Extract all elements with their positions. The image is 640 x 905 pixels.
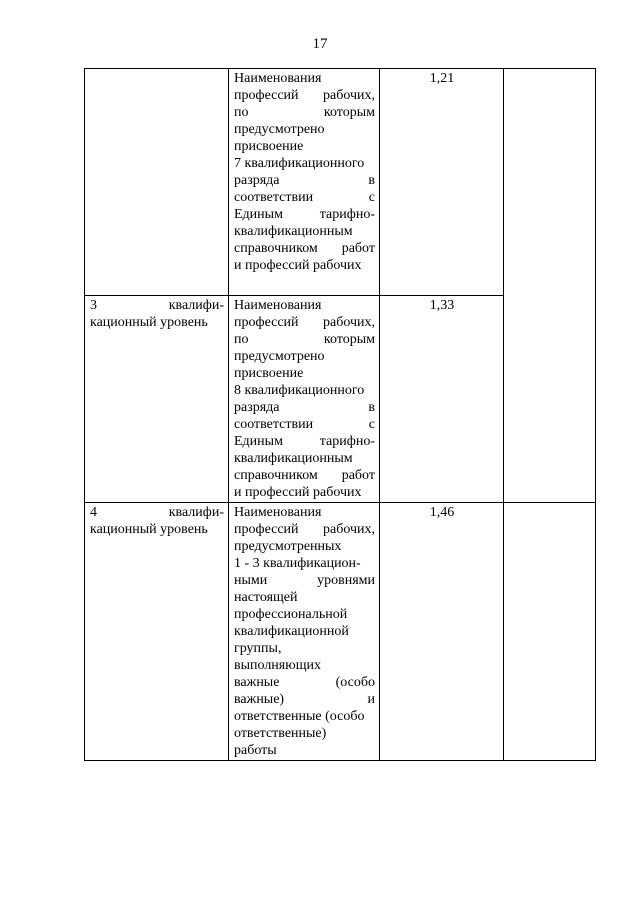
cell-line: предусмотрено <box>234 349 325 364</box>
empty-cell <box>504 503 596 761</box>
coefficient-cell <box>380 503 504 761</box>
cell-line: соответствии с <box>234 190 375 205</box>
cell-line: Наименования <box>234 71 322 86</box>
cell-line: и профессий рабочих <box>234 258 362 273</box>
coefficient-cell <box>380 296 504 503</box>
qualification-table <box>84 68 596 761</box>
cell-line: по которым <box>234 105 375 120</box>
empty-cell <box>504 69 596 503</box>
cell-line: ными уровнями <box>234 573 375 588</box>
cell-line: по которым <box>234 332 375 347</box>
cell-line: группы, <box>234 641 282 656</box>
cell-line: присвоение <box>234 139 304 154</box>
cell-line: Единым тарифно- <box>234 207 375 222</box>
cell-line: работы <box>234 743 277 758</box>
coefficient-cell <box>380 69 504 296</box>
qualification-level-cell <box>85 503 229 761</box>
profession-names-cell <box>229 503 380 761</box>
cell-line: настоящей <box>234 590 298 605</box>
cell-line: Наименования <box>234 298 322 313</box>
coefficient-value: 1,46 <box>429 505 455 520</box>
cell-line: важные (особо <box>234 675 375 690</box>
cell-line: справочником работ <box>234 468 375 483</box>
profession-names-cell <box>229 296 380 503</box>
cell-line: соответствии с <box>234 417 375 432</box>
cell-line: квалификационным <box>234 451 353 466</box>
qualification-level-cell <box>85 69 229 296</box>
cell-line: профессий рабочих, <box>234 88 375 103</box>
cell-line: ответственные (особо <box>234 709 365 724</box>
cell-line: предусмотрено <box>234 122 325 137</box>
cell-line: ответственные) <box>234 726 327 741</box>
cell-line: кационный уровень <box>90 522 208 537</box>
table-row <box>85 503 596 761</box>
cell-line: профессий рабочих, <box>234 522 375 537</box>
cell-line: разряда в <box>234 173 375 188</box>
cell-line: квалификационной <box>234 624 349 639</box>
profession-names-cell <box>229 69 380 296</box>
cell-line: важные) и <box>234 692 375 707</box>
coefficient-value: 1,21 <box>429 71 455 86</box>
cell-line: разряда в <box>234 400 375 415</box>
cell-line: предусмотренных <box>234 539 342 554</box>
page-number: 17 <box>312 36 328 52</box>
cell-line: 4 квалифи- <box>90 505 224 520</box>
cell-line: кационный уровень <box>90 315 208 330</box>
table-row <box>85 69 596 296</box>
cell-line: 8 квалификационного <box>234 383 365 398</box>
cell-line: и профессий рабочих <box>234 485 362 500</box>
cell-line: 3 квалифи- <box>90 298 224 313</box>
cell-line: 7 квалификационного <box>234 156 365 171</box>
cell-line: Наименования <box>234 505 322 520</box>
cell-line: 1 - 3 квалификацион- <box>234 556 361 571</box>
cell-line: профессиональной <box>234 607 348 622</box>
cell-line: Единым тарифно- <box>234 434 375 449</box>
cell-line: профессий рабочих, <box>234 315 375 330</box>
cell-line: квалификационным <box>234 224 353 239</box>
cell-line: справочником работ <box>234 241 375 256</box>
cell-line: присвоение <box>234 366 304 381</box>
cell-line: выполняющих <box>234 658 321 673</box>
coefficient-value: 1,33 <box>429 298 455 313</box>
qualification-level-cell <box>85 296 229 503</box>
